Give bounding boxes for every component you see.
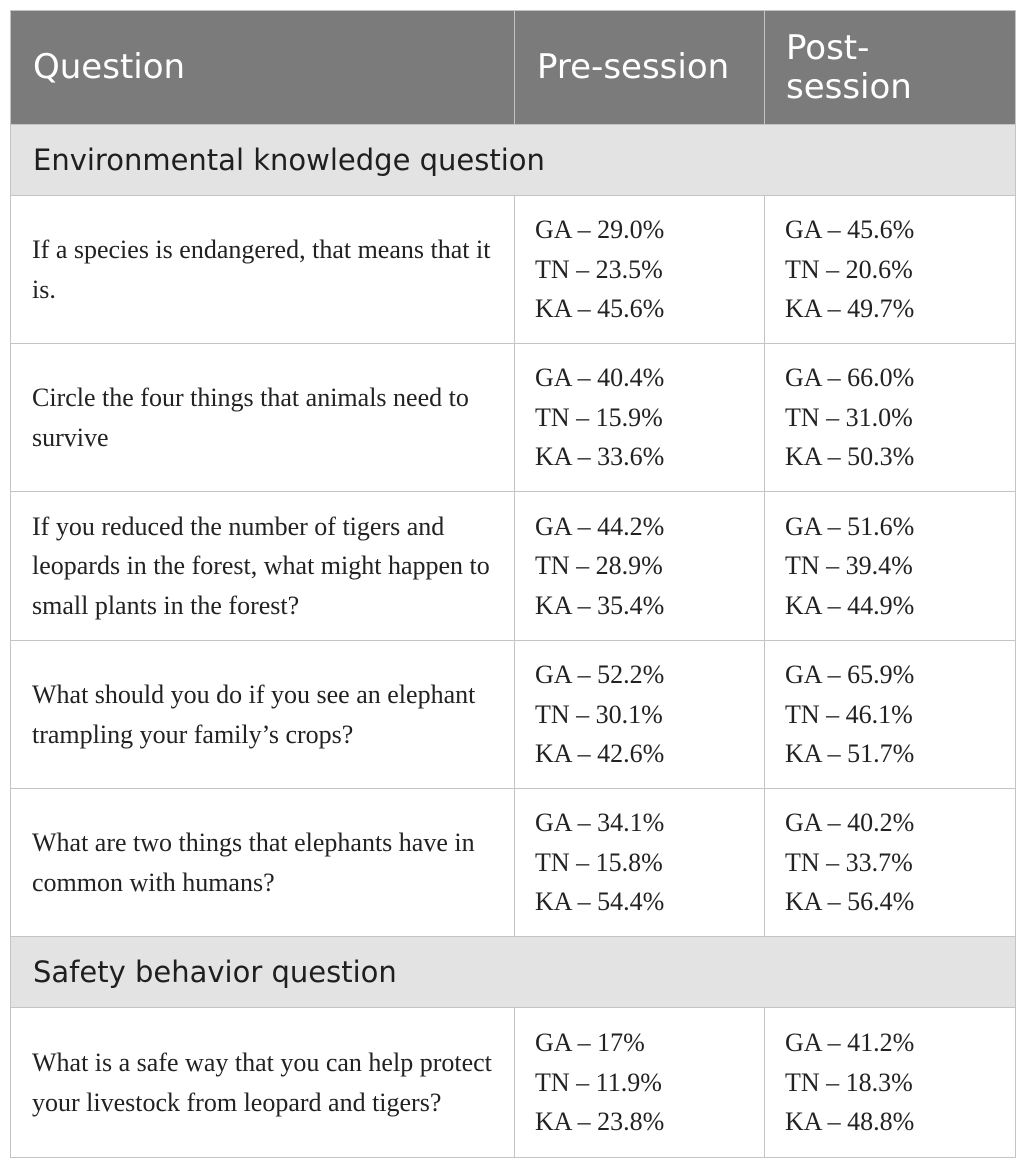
table-row xyxy=(11,196,1016,344)
pre-value-tn: TN – 30.1% xyxy=(535,699,663,729)
header-post-line1: Post- xyxy=(786,27,870,68)
section-title: Safety behavior question xyxy=(11,937,1016,1008)
post-session-cell xyxy=(765,1008,1016,1158)
post-value-ga: GA – 51.6% xyxy=(785,511,915,541)
question-cell: What is a safe way that you can help protect your livestock from leopard and tigers? xyxy=(11,1008,515,1158)
post-value-ga: GA – 65.9% xyxy=(785,660,915,690)
table-row xyxy=(11,1008,1016,1158)
post-session-cell xyxy=(765,344,1016,492)
pre-value-tn: TN – 15.8% xyxy=(535,847,663,877)
section-title: Environmental knowledge question xyxy=(11,125,1016,196)
post-session-cell xyxy=(765,492,1016,641)
pre-session-cell xyxy=(515,789,765,937)
header-pre-session: Pre-session xyxy=(515,11,765,125)
post-value-ka: KA – 49.7% xyxy=(785,294,915,324)
pre-value-tn: TN – 15.9% xyxy=(535,402,663,432)
table-row xyxy=(11,789,1016,937)
question-cell: If you reduced the number of tigers and leopards in the forest, what might happen to small plants in the forest? xyxy=(11,492,515,641)
post-session-cell xyxy=(765,196,1016,344)
post-session-cell xyxy=(765,789,1016,937)
header-question: Question xyxy=(11,11,515,125)
post-value-ka: KA – 44.9% xyxy=(785,590,915,620)
post-value-ga: GA – 66.0% xyxy=(785,363,915,393)
pre-value-ga: GA – 44.2% xyxy=(535,511,665,541)
pre-value-ka: KA – 35.4% xyxy=(535,590,665,620)
pre-session-cell xyxy=(515,641,765,789)
results-table xyxy=(10,10,1016,1158)
pre-value-ka: KA – 54.4% xyxy=(535,887,665,917)
table-row xyxy=(11,641,1016,789)
post-value-ga: GA – 41.2% xyxy=(785,1028,915,1058)
pre-value-ka: KA – 23.8% xyxy=(535,1107,665,1137)
post-value-tn: TN – 31.0% xyxy=(785,402,913,432)
pre-value-ka: KA – 42.6% xyxy=(535,739,665,769)
post-session-cell xyxy=(765,641,1016,789)
post-value-tn: TN – 18.3% xyxy=(785,1067,913,1097)
post-value-tn: TN – 20.6% xyxy=(785,254,913,284)
section-row-safety xyxy=(11,937,1016,1008)
post-value-ga: GA – 45.6% xyxy=(785,215,915,245)
pre-session-cell xyxy=(515,492,765,641)
header-post-line2: session xyxy=(786,66,912,107)
question-cell: If a species is endangered, that means that it is. xyxy=(11,196,515,344)
pre-value-ga: GA – 52.2% xyxy=(535,660,665,690)
post-value-ka: KA – 48.8% xyxy=(785,1107,915,1137)
post-value-ga: GA – 40.2% xyxy=(785,808,915,838)
table-row xyxy=(11,344,1016,492)
question-cell: What are two things that elephants have in common with humans? xyxy=(11,789,515,937)
post-value-tn: TN – 39.4% xyxy=(785,551,913,581)
pre-value-ka: KA – 45.6% xyxy=(535,294,665,324)
pre-value-ka: KA – 33.6% xyxy=(535,442,665,472)
pre-value-ga: GA – 40.4% xyxy=(535,363,665,393)
pre-value-tn: TN – 28.9% xyxy=(535,551,663,581)
header-row xyxy=(11,11,1016,125)
section-row-environmental xyxy=(11,125,1016,196)
question-cell: What should you do if you see an elephant trampling your family’s crops? xyxy=(11,641,515,789)
question-cell: Circle the four things that animals need to survive xyxy=(11,344,515,492)
post-value-ka: KA – 50.3% xyxy=(785,442,915,472)
pre-session-cell xyxy=(515,344,765,492)
header-post-session xyxy=(765,11,1016,125)
post-value-tn: TN – 46.1% xyxy=(785,699,913,729)
post-value-ka: KA – 56.4% xyxy=(785,887,915,917)
table-row xyxy=(11,492,1016,641)
post-value-ka: KA – 51.7% xyxy=(785,739,915,769)
pre-value-ga: GA – 34.1% xyxy=(535,808,665,838)
post-value-tn: TN – 33.7% xyxy=(785,847,913,877)
pre-session-cell xyxy=(515,1008,765,1158)
pre-value-ga: GA – 17% xyxy=(535,1028,645,1058)
pre-value-ga: GA – 29.0% xyxy=(535,215,665,245)
pre-session-cell xyxy=(515,196,765,344)
pre-value-tn: TN – 11.9% xyxy=(535,1067,662,1097)
pre-value-tn: TN – 23.5% xyxy=(535,254,663,284)
